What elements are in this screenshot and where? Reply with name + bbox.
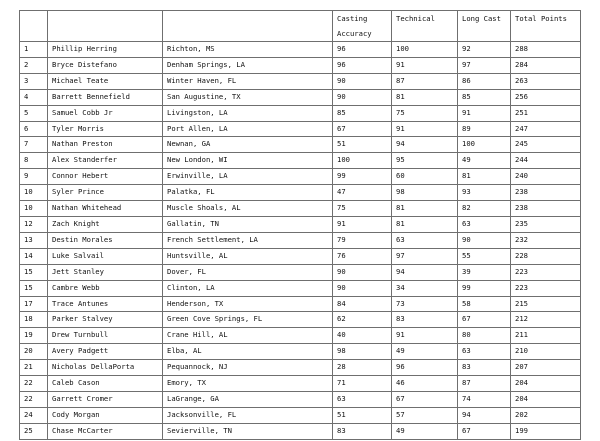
casting-accuracy-cell: 51: [333, 407, 392, 423]
technical-cell: 60: [392, 169, 458, 185]
table-row: [20, 360, 581, 376]
casting-accuracy-cell: 91: [333, 216, 392, 232]
total-points-cell: 284: [511, 57, 581, 73]
rank-cell: 5: [20, 105, 48, 121]
casting-accuracy-cell: 67: [333, 121, 392, 137]
hometown-cell: Erwinville, LA: [163, 169, 333, 185]
rank-cell: 21: [20, 360, 48, 376]
name-cell: Drew Turnbull: [48, 328, 163, 344]
long-cast-cell: 67: [458, 423, 511, 439]
long-cast-cell: 63: [458, 344, 511, 360]
table-row: [20, 264, 581, 280]
technical-cell: 91: [392, 57, 458, 73]
table-row: [20, 42, 581, 58]
casting-accuracy-cell: 71: [333, 376, 392, 392]
hometown-cell: Sevierville, TN: [163, 423, 333, 439]
hometown-cell: Newnan, GA: [163, 137, 333, 153]
name-cell: Nathan Preston: [48, 137, 163, 153]
total-points-cell: 244: [511, 153, 581, 169]
name-cell: Chase McCarter: [48, 423, 163, 439]
technical-cell: 97: [392, 248, 458, 264]
header-hometown: [163, 11, 333, 42]
total-points-cell: 199: [511, 423, 581, 439]
total-points-cell: 211: [511, 328, 581, 344]
casting-accuracy-cell: 63: [333, 391, 392, 407]
long-cast-cell: 94: [458, 407, 511, 423]
total-points-cell: 245: [511, 137, 581, 153]
technical-cell: 100: [392, 42, 458, 58]
long-cast-cell: 82: [458, 201, 511, 217]
rank-cell: 7: [20, 137, 48, 153]
technical-cell: 95: [392, 153, 458, 169]
casting-accuracy-cell: 76: [333, 248, 392, 264]
technical-cell: 81: [392, 89, 458, 105]
hometown-cell: Crane Hill, AL: [163, 328, 333, 344]
hometown-cell: Pequannock, NJ: [163, 360, 333, 376]
total-points-cell: 223: [511, 280, 581, 296]
header-casting-accuracy: Casting Accuracy: [333, 11, 392, 42]
name-cell: Trace Antunes: [48, 296, 163, 312]
technical-cell: 81: [392, 216, 458, 232]
table-body: [20, 42, 581, 440]
casting-accuracy-cell: 62: [333, 312, 392, 328]
name-cell: Cody Morgan: [48, 407, 163, 423]
total-points-cell: 238: [511, 201, 581, 217]
technical-cell: 63: [392, 232, 458, 248]
casting-accuracy-cell: 99: [333, 169, 392, 185]
technical-cell: 87: [392, 73, 458, 89]
name-cell: Tyler Morris: [48, 121, 163, 137]
table-row: [20, 216, 581, 232]
table-row: [20, 137, 581, 153]
table-header: [20, 11, 581, 42]
technical-cell: 94: [392, 264, 458, 280]
casting-accuracy-cell: 100: [333, 153, 392, 169]
technical-cell: 46: [392, 376, 458, 392]
technical-cell: 81: [392, 201, 458, 217]
hometown-cell: Richton, MS: [163, 42, 333, 58]
table-row: [20, 296, 581, 312]
casting-accuracy-cell: 96: [333, 42, 392, 58]
header-name: [48, 11, 163, 42]
casting-accuracy-cell: 28: [333, 360, 392, 376]
rank-cell: 19: [20, 328, 48, 344]
table-row: [20, 105, 581, 121]
long-cast-cell: 93: [458, 185, 511, 201]
total-points-cell: 212: [511, 312, 581, 328]
name-cell: Caleb Cason: [48, 376, 163, 392]
rank-cell: 13: [20, 232, 48, 248]
rank-cell: 24: [20, 407, 48, 423]
table-row: [20, 423, 581, 439]
technical-cell: 83: [392, 312, 458, 328]
total-points-cell: 204: [511, 376, 581, 392]
name-cell: Destin Morales: [48, 232, 163, 248]
long-cast-cell: 63: [458, 216, 511, 232]
table-row: [20, 121, 581, 137]
hometown-cell: Muscle Shoals, AL: [163, 201, 333, 217]
hometown-cell: Huntsville, AL: [163, 248, 333, 264]
hometown-cell: New London, WI: [163, 153, 333, 169]
total-points-cell: 251: [511, 105, 581, 121]
rank-cell: 12: [20, 216, 48, 232]
casting-accuracy-cell: 96: [333, 57, 392, 73]
long-cast-cell: 99: [458, 280, 511, 296]
hometown-cell: Jacksonville, FL: [163, 407, 333, 423]
long-cast-cell: 80: [458, 328, 511, 344]
long-cast-cell: 39: [458, 264, 511, 280]
technical-cell: 91: [392, 328, 458, 344]
rank-cell: 2: [20, 57, 48, 73]
rank-cell: 14: [20, 248, 48, 264]
casting-accuracy-cell: 84: [333, 296, 392, 312]
hometown-cell: LaGrange, GA: [163, 391, 333, 407]
technical-cell: 73: [392, 296, 458, 312]
name-cell: Phillip Herring: [48, 42, 163, 58]
name-cell: Zach Knight: [48, 216, 163, 232]
total-points-cell: 288: [511, 42, 581, 58]
table-row: [20, 73, 581, 89]
total-points-cell: 232: [511, 232, 581, 248]
technical-cell: 67: [392, 391, 458, 407]
table-row: [20, 201, 581, 217]
long-cast-cell: 91: [458, 105, 511, 121]
rank-cell: 3: [20, 73, 48, 89]
total-points-cell: 202: [511, 407, 581, 423]
rank-cell: 22: [20, 391, 48, 407]
casting-accuracy-cell: 51: [333, 137, 392, 153]
table-row: [20, 407, 581, 423]
total-points-cell: 204: [511, 391, 581, 407]
technical-cell: 75: [392, 105, 458, 121]
total-points-cell: 247: [511, 121, 581, 137]
rank-cell: 15: [20, 280, 48, 296]
hometown-cell: Emory, TX: [163, 376, 333, 392]
header-row: [20, 11, 581, 42]
hometown-cell: Livingston, LA: [163, 105, 333, 121]
rank-cell: 20: [20, 344, 48, 360]
long-cast-cell: 58: [458, 296, 511, 312]
casting-accuracy-cell: 79: [333, 232, 392, 248]
long-cast-cell: 90: [458, 232, 511, 248]
total-points-cell: 210: [511, 344, 581, 360]
name-cell: Barrett Bennefield: [48, 89, 163, 105]
name-cell: Jett Stanley: [48, 264, 163, 280]
name-cell: Samuel Cobb Jr: [48, 105, 163, 121]
name-cell: Avery Padgett: [48, 344, 163, 360]
technical-cell: 57: [392, 407, 458, 423]
casting-accuracy-cell: 75: [333, 201, 392, 217]
table-row: [20, 89, 581, 105]
rank-cell: 10: [20, 201, 48, 217]
total-points-cell: 228: [511, 248, 581, 264]
long-cast-cell: 100: [458, 137, 511, 153]
long-cast-cell: 86: [458, 73, 511, 89]
name-cell: Cambre Webb: [48, 280, 163, 296]
hometown-cell: Palatka, FL: [163, 185, 333, 201]
long-cast-cell: 74: [458, 391, 511, 407]
technical-cell: 49: [392, 423, 458, 439]
name-cell: Connor Hebert: [48, 169, 163, 185]
rank-cell: 15: [20, 264, 48, 280]
technical-cell: 91: [392, 121, 458, 137]
header-long-cast: Long Cast: [458, 11, 511, 42]
casting-accuracy-cell: 90: [333, 264, 392, 280]
casting-accuracy-cell: 90: [333, 73, 392, 89]
technical-cell: 34: [392, 280, 458, 296]
rank-cell: 9: [20, 169, 48, 185]
table-row: [20, 169, 581, 185]
name-cell: Nicholas DellaPorta: [48, 360, 163, 376]
table-row: [20, 185, 581, 201]
casting-accuracy-cell: 90: [333, 89, 392, 105]
technical-cell: 49: [392, 344, 458, 360]
table-row: [20, 312, 581, 328]
rank-cell: 10: [20, 185, 48, 201]
name-cell: Bryce Distefano: [48, 57, 163, 73]
hometown-cell: Henderson, TX: [163, 296, 333, 312]
table-row: [20, 344, 581, 360]
total-points-cell: 223: [511, 264, 581, 280]
name-cell: Alex Standerfer: [48, 153, 163, 169]
long-cast-cell: 89: [458, 121, 511, 137]
long-cast-cell: 67: [458, 312, 511, 328]
rank-cell: 8: [20, 153, 48, 169]
table-row: [20, 391, 581, 407]
total-points-cell: 207: [511, 360, 581, 376]
long-cast-cell: 55: [458, 248, 511, 264]
casting-accuracy-cell: 90: [333, 280, 392, 296]
hometown-cell: Winter Haven, FL: [163, 73, 333, 89]
hometown-cell: French Settlement, LA: [163, 232, 333, 248]
rank-cell: 22: [20, 376, 48, 392]
name-cell: Garrett Cromer: [48, 391, 163, 407]
rank-cell: 25: [20, 423, 48, 439]
table-row: [20, 328, 581, 344]
long-cast-cell: 83: [458, 360, 511, 376]
table-row: [20, 376, 581, 392]
total-points-cell: 240: [511, 169, 581, 185]
technical-cell: 98: [392, 185, 458, 201]
header-technical: Technical: [392, 11, 458, 42]
casting-accuracy-cell: 40: [333, 328, 392, 344]
name-cell: Nathan Whitehead: [48, 201, 163, 217]
total-points-cell: 215: [511, 296, 581, 312]
rank-cell: 17: [20, 296, 48, 312]
casting-accuracy-cell: 85: [333, 105, 392, 121]
results-table: [19, 10, 581, 440]
rank-cell: 4: [20, 89, 48, 105]
long-cast-cell: 85: [458, 89, 511, 105]
total-points-cell: 235: [511, 216, 581, 232]
hometown-cell: Denham Springs, LA: [163, 57, 333, 73]
hometown-cell: Elba, AL: [163, 344, 333, 360]
total-points-cell: 263: [511, 73, 581, 89]
long-cast-cell: 97: [458, 57, 511, 73]
rank-cell: 6: [20, 121, 48, 137]
table-row: [20, 248, 581, 264]
hometown-cell: Port Allen, LA: [163, 121, 333, 137]
table-row: [20, 232, 581, 248]
header-total-points: Total Points: [511, 11, 581, 42]
casting-accuracy-cell: 83: [333, 423, 392, 439]
header-rank: [20, 11, 48, 42]
long-cast-cell: 49: [458, 153, 511, 169]
hometown-cell: Gallatin, TN: [163, 216, 333, 232]
total-points-cell: 256: [511, 89, 581, 105]
hometown-cell: Dover, FL: [163, 264, 333, 280]
rank-cell: 18: [20, 312, 48, 328]
name-cell: Syler Prince: [48, 185, 163, 201]
rank-cell: 1: [20, 42, 48, 58]
name-cell: Luke Salvail: [48, 248, 163, 264]
technical-cell: 96: [392, 360, 458, 376]
casting-accuracy-cell: 47: [333, 185, 392, 201]
hometown-cell: Clinton, LA: [163, 280, 333, 296]
name-cell: Michael Teate: [48, 73, 163, 89]
casting-accuracy-cell: 98: [333, 344, 392, 360]
total-points-cell: 238: [511, 185, 581, 201]
table-row: [20, 280, 581, 296]
long-cast-cell: 92: [458, 42, 511, 58]
long-cast-cell: 87: [458, 376, 511, 392]
hometown-cell: Green Cove Springs, FL: [163, 312, 333, 328]
long-cast-cell: 81: [458, 169, 511, 185]
table-row: [20, 153, 581, 169]
name-cell: Parker Stalvey: [48, 312, 163, 328]
technical-cell: 94: [392, 137, 458, 153]
hometown-cell: San Augustine, TX: [163, 89, 333, 105]
table-row: [20, 57, 581, 73]
